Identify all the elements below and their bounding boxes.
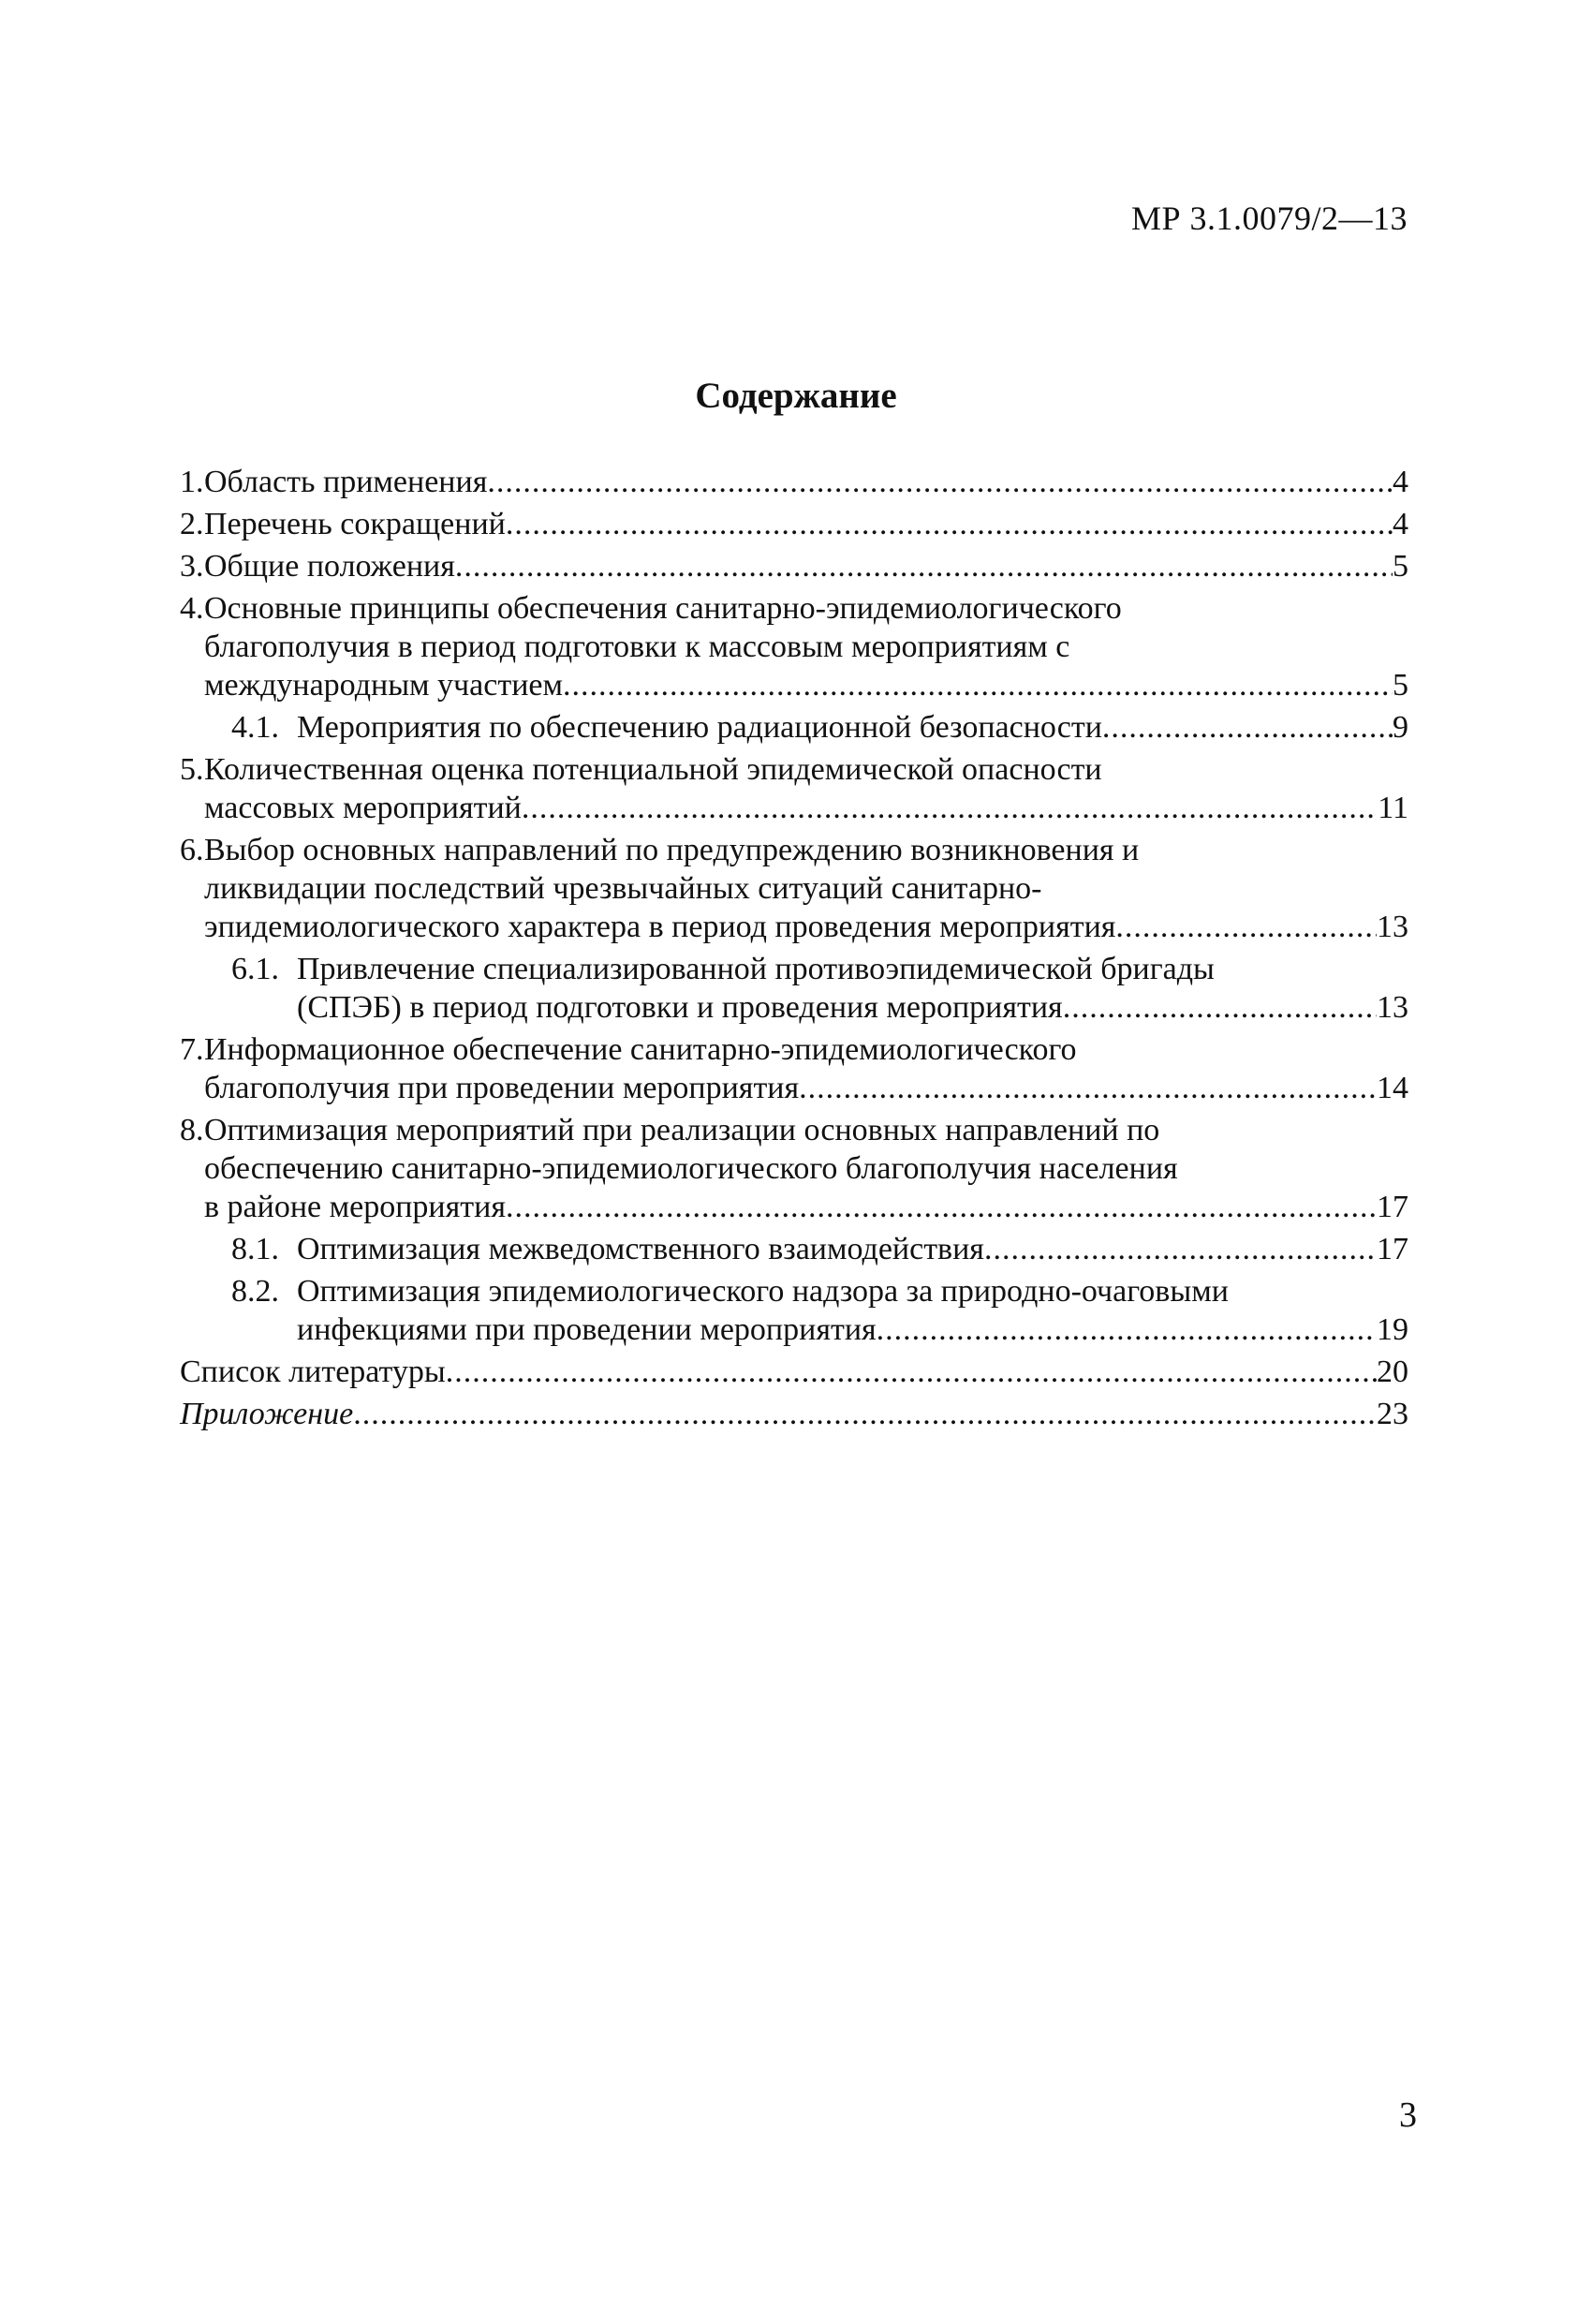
toc-entry[interactable] (180, 708, 1408, 747)
toc-entry-title: массовых мероприятий (204, 791, 522, 825)
toc-entry[interactable] (180, 547, 1408, 585)
toc-entry-page: 23 (1377, 1397, 1408, 1431)
toc-entry-page: 4 (1393, 507, 1408, 541)
toc-entry-page: 9 (1393, 710, 1408, 745)
toc-entry-title: инфекциями при проведении мероприятия (297, 1312, 877, 1347)
toc-entry-number: 1. (180, 465, 204, 499)
toc-entry-number: 8.2. (231, 1274, 279, 1309)
toc-entry-title: Информационное обеспечение санитарно-эпидемиологического (204, 1032, 1077, 1067)
toc-entry-page: 5 (1393, 549, 1408, 584)
toc-entry-title: Область применения (204, 465, 488, 499)
toc-entry-page: 13 (1377, 990, 1408, 1025)
toc-entry-number: 8.1. (231, 1232, 279, 1266)
toc-entry-page: 14 (1377, 1071, 1408, 1105)
toc-entry-title: Основные принципы обеспечения санитарно-эпидемиологического (204, 591, 1122, 626)
toc-entry[interactable] (180, 950, 1408, 1027)
toc-leader-dots (487, 463, 1393, 501)
toc-entry-number: 5. (180, 752, 204, 787)
toc-entry-page: 13 (1377, 910, 1408, 944)
toc-leader-dots (799, 1069, 1377, 1107)
table-of-contents (180, 463, 1408, 1437)
toc-entry-title: международным участием (204, 668, 563, 703)
page-title: Содержание (695, 376, 897, 416)
toc-entry-page: 17 (1377, 1190, 1408, 1224)
toc-entry[interactable] (180, 1230, 1408, 1268)
toc-leader-dots (455, 547, 1393, 585)
toc-entry-number: 3. (180, 549, 204, 584)
toc-entry[interactable] (180, 831, 1408, 946)
toc-entry-title: в районе мероприятия (204, 1190, 506, 1224)
toc-entry[interactable] (180, 463, 1408, 501)
toc-entry-number: 8. (180, 1113, 204, 1147)
toc-leader-dots (877, 1310, 1377, 1349)
toc-leader-dots (984, 1230, 1377, 1268)
toc-leader-dots (1102, 708, 1393, 747)
toc-leader-dots (353, 1395, 1377, 1433)
toc-leader-dots (506, 1188, 1377, 1226)
toc-entry-number: 4. (180, 591, 204, 626)
page-number: 3 (1399, 2095, 1417, 2135)
toc-entry-title: Выбор основных направлений по предупреждению возникновения и (204, 833, 1140, 867)
toc-entry-title: Приложение (180, 1397, 354, 1431)
toc-entry-number: 2. (180, 507, 204, 541)
toc-leader-dots (446, 1353, 1377, 1391)
toc-leader-dots (1115, 908, 1377, 946)
toc-entry-page: 19 (1377, 1312, 1408, 1347)
toc-entry[interactable] (180, 1272, 1408, 1349)
toc-entry-page: 11 (1378, 791, 1408, 825)
toc-entry-title: Мероприятия по обеспечению радиационной безопасности (297, 710, 1102, 745)
toc-entry-title: благополучия при проведении мероприятия (204, 1071, 800, 1105)
toc-entry-page: 17 (1377, 1232, 1408, 1266)
toc-entry-number: 6. (180, 833, 204, 867)
toc-leader-dots (563, 666, 1393, 704)
toc-entry[interactable] (180, 589, 1408, 704)
toc-entry-title: эпидемиологического характера в период проведения мероприятия (204, 910, 1116, 944)
toc-entry[interactable] (180, 1395, 1408, 1433)
toc-entry-title: обеспечению санитарно-эпидемиологического благополучия населения (204, 1151, 1178, 1186)
toc-leader-dots (522, 789, 1378, 827)
document-code: МР 3.1.0079/2—13 (1130, 200, 1408, 237)
toc-entry-title: Оптимизация межведомственного взаимодействия (297, 1232, 984, 1266)
toc-entry-title: Общие положения (204, 549, 455, 584)
toc-entry-number: 4.1. (231, 710, 279, 745)
toc-leader-dots (1063, 988, 1377, 1027)
toc-entry-page: 4 (1393, 465, 1408, 499)
toc-entry[interactable] (180, 505, 1408, 543)
toc-entry[interactable] (180, 1030, 1408, 1107)
toc-entry[interactable] (180, 750, 1408, 827)
toc-entry-title: Список литературы (180, 1354, 446, 1389)
toc-entry-number: 7. (180, 1032, 204, 1067)
toc-entry-page: 5 (1393, 668, 1408, 703)
toc-entry-title: ликвидации последствий чрезвычайных ситуаций санитарно- (204, 871, 1042, 906)
toc-entry[interactable] (180, 1353, 1408, 1391)
toc-entry-title: Количественная оценка потенциальной эпидемической опасности (204, 752, 1102, 787)
toc-entry-page: 20 (1377, 1354, 1408, 1389)
toc-entry-title: (СПЭБ) в период подготовки и проведения мероприятия (297, 990, 1063, 1025)
toc-entry-title: Привлечение специализированной противоэпидемической бригады (297, 952, 1215, 986)
toc-entry-title: Оптимизация мероприятий при реализации основных направлений по (204, 1113, 1160, 1147)
toc-entry[interactable] (180, 1111, 1408, 1226)
toc-entry-title: Оптимизация эпидемиологического надзора за природно-очаговыми (297, 1274, 1229, 1309)
toc-leader-dots (506, 505, 1393, 543)
toc-entry-title: благополучия в период подготовки к массовым мероприятиям с (204, 629, 1070, 664)
toc-entry-title: Перечень сокращений (204, 507, 506, 541)
toc-entry-number: 6.1. (231, 952, 279, 986)
